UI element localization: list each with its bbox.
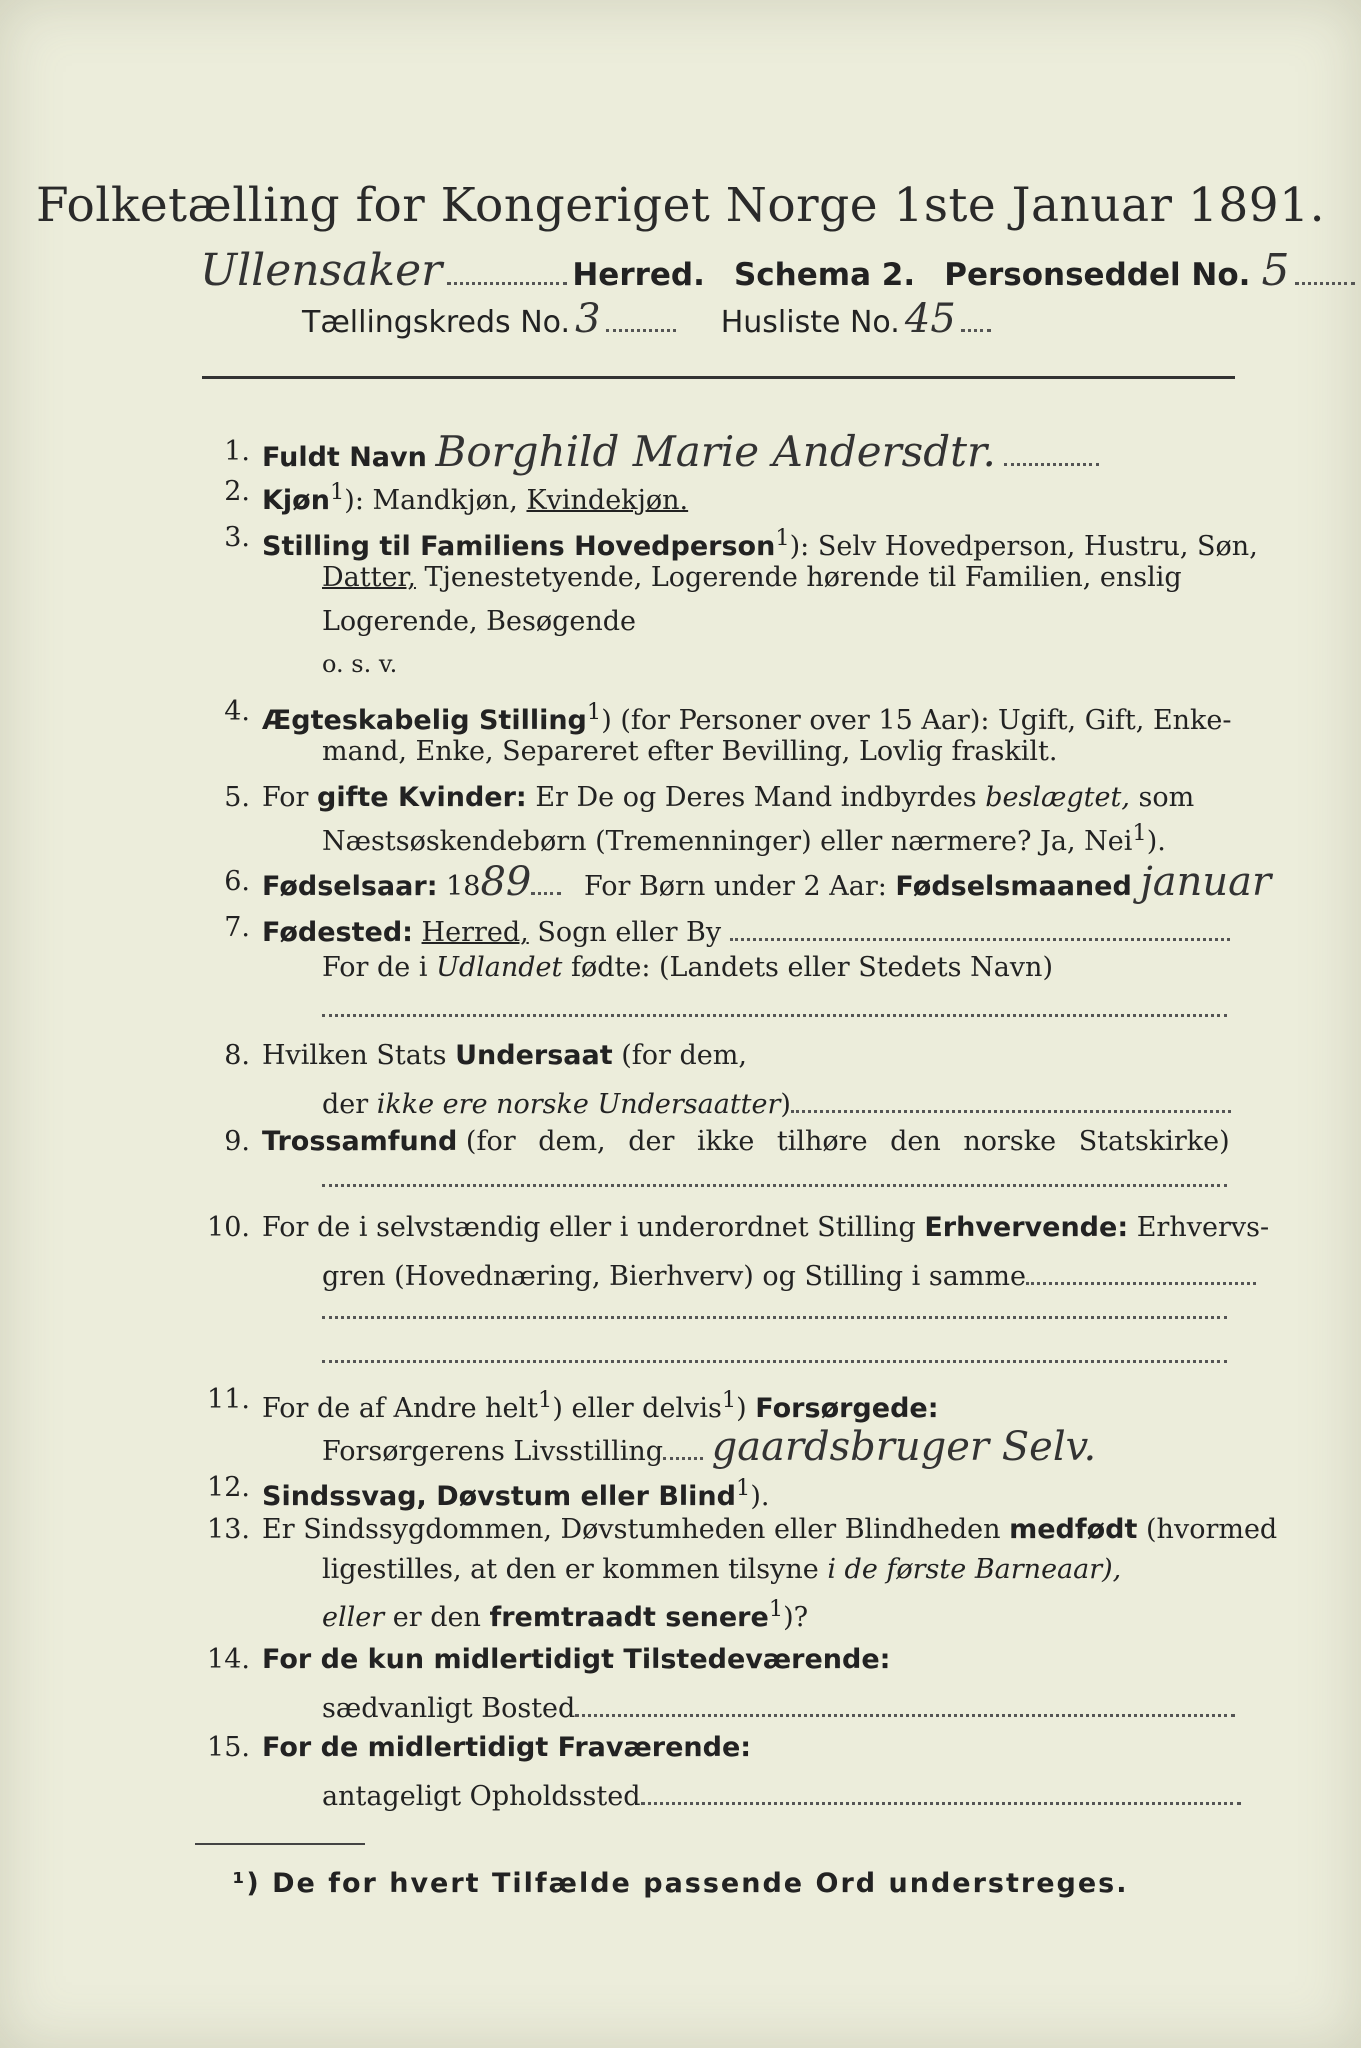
item-text: beslægtet,	[985, 782, 1130, 813]
selected-position: Datter,	[322, 562, 416, 593]
item-text: eller	[322, 1602, 385, 1633]
item-text: For de i	[322, 952, 428, 983]
footnote-mark: ¹)	[232, 1868, 261, 1899]
item-13-line-2	[322, 1554, 1121, 1585]
provider-occupation-value: gaardsbruger Selv.	[711, 1424, 1097, 1470]
selected-birthplace: Herred,	[421, 917, 529, 948]
item-label: fremtraadt senere	[489, 1602, 769, 1633]
item-3-line-3: Logerende, Besøgende	[322, 606, 636, 637]
item-label: For de kun midlertidigt Tilstedeværende:	[262, 1644, 891, 1675]
item-10-line-2	[322, 1252, 1256, 1292]
item-text: Tjenestetyende, Logerende hørende til Familien, enslig	[424, 562, 1182, 593]
item-number: 12.	[207, 1472, 250, 1503]
footnote-rule	[195, 1843, 365, 1845]
footnote-text: De for hvert Tilfælde passende Ord understreges.	[272, 1868, 1129, 1899]
item-text: i de første Barneaar),	[827, 1554, 1122, 1585]
item-text: Udlandet	[436, 952, 563, 983]
item-text: Næstsøskendebørn (Tremenninger) eller nærmere? Ja, Nei	[322, 826, 1133, 857]
item-text: (for dem,	[621, 1040, 747, 1071]
item-text: antageligt Opholdssted	[322, 1781, 641, 1812]
item-label: Fødselsaar:	[262, 871, 438, 902]
item-text: Sogn eller By	[537, 917, 722, 948]
herred-value: Ullensaker	[200, 245, 443, 296]
item-8-line-2: der ikke ere norske Undersaatter)	[322, 1080, 1231, 1120]
item-label: Sindssvag, Døvstum eller Blind	[262, 1481, 736, 1512]
fill-line	[322, 1184, 1227, 1187]
item-text: ) (for Personer over 15 Aar): Ugift, Gift, Enke-	[601, 705, 1232, 736]
item-label: Undersaat	[455, 1040, 613, 1071]
item-4-line-2: mand, Enke, Separeret efter Bevilling, Lovlig fraskilt.	[322, 736, 1058, 767]
item-text: Erhvervs-	[1136, 1212, 1270, 1243]
full-name-value: Borghild Marie Andersdtr.	[435, 427, 996, 476]
item-number: 15.	[207, 1732, 250, 1763]
item-number: 3.	[224, 522, 250, 553]
item-7-line-2	[322, 952, 1053, 983]
item-text: Hvilken Stats	[262, 1040, 447, 1071]
item-text: For	[262, 782, 309, 813]
item-text: (for dem, der ikke tilhøre den norske Statskirke)	[465, 1126, 1230, 1157]
item-text: fødte: (Landets eller Stedets Navn)	[570, 952, 1053, 983]
item-text: der	[322, 1089, 369, 1120]
item-text: som	[1138, 782, 1195, 813]
footnote	[0, 1868, 1361, 1899]
item-text: ligestilles, at den er kommen tilsyne	[322, 1554, 819, 1585]
item-3-line-4: o. s. v.	[322, 650, 398, 678]
item-text: sædvanligt Bosted	[322, 1693, 576, 1724]
item-label: Fuldt Navn	[262, 442, 427, 473]
item-label: Erhvervende:	[924, 1212, 1129, 1243]
husliste-label: Husliste No.	[720, 305, 900, 340]
item-15-line-2	[322, 1772, 1241, 1812]
item-number: 11.	[207, 1384, 250, 1415]
item-label: Fødested:	[262, 917, 413, 948]
item-text: er den	[392, 1602, 481, 1633]
item-text: ): Mandkjøn,	[344, 485, 518, 516]
selected-gender: Kvindekjøn.	[526, 485, 689, 516]
item-text: ): Selv Hovedperson, Hustru, Søn,	[789, 531, 1258, 562]
kreds-value: 3	[575, 296, 601, 342]
item-number: 14.	[207, 1644, 250, 1675]
item-text: (hvormed	[1146, 1514, 1278, 1545]
item-text: Er Sindssygdommen, Døvstumheden eller Blindheden	[262, 1514, 1001, 1545]
item-number: 13.	[207, 1514, 250, 1545]
herred-line	[200, 245, 1355, 296]
kreds-line	[302, 296, 991, 342]
personseddel-label: Personseddel No.	[944, 257, 1251, 293]
birth-month-value: januar	[1140, 859, 1272, 905]
item-label: Kjøn	[262, 485, 330, 516]
birth-year-value: 89	[480, 859, 532, 905]
item-number: 9.	[224, 1126, 250, 1157]
item-label: gifte Kvinder:	[317, 782, 527, 813]
fill-line	[322, 1360, 1227, 1363]
item-text: Er De og Deres Mand indbyrdes	[535, 782, 977, 813]
birth-year-prefix: 18	[446, 871, 481, 902]
item-number: 8.	[224, 1040, 250, 1071]
item-label: For de midlertidigt Fraværende:	[262, 1732, 752, 1763]
item-label: Stilling til Familiens Hovedperson	[262, 531, 776, 562]
item-number: 4.	[224, 696, 250, 727]
husliste-value: 45	[904, 296, 956, 342]
item-text: For de i selvstændig eller i underordnet Stilling	[262, 1212, 916, 1243]
item-3-line-2	[322, 562, 1182, 593]
item-number: 7.	[224, 912, 250, 943]
item-text: For de af Andre helt	[262, 1393, 539, 1424]
item-label: Forsørgede:	[755, 1393, 939, 1424]
item-label: Fødselsmaaned	[895, 871, 1132, 902]
herred-label: Herred.	[572, 257, 705, 293]
item-11-line-2	[322, 1424, 1096, 1470]
schema-label: Schema 2.	[733, 257, 916, 293]
header-rule	[202, 376, 1235, 379]
item-number: 5.	[224, 782, 250, 813]
item-13-line-3: eller er den fremtraadt senere$^1$)?	[322, 1596, 809, 1633]
kreds-label: Tællingskreds No.	[302, 305, 570, 340]
item-label: Trossamfund	[262, 1126, 458, 1157]
personseddel-value: 5	[1261, 245, 1290, 296]
item-text: ) eller delvis	[552, 1393, 722, 1424]
item-14-line-2	[322, 1684, 1235, 1724]
item-text: gren (Hovednæring, Bierhverv) og Stilling i samme	[322, 1261, 1027, 1292]
item-text: For Børn under 2 Aar:	[583, 871, 887, 902]
item-number: 1.	[224, 436, 250, 467]
item-5-line-2: Næstsøskendebørn (Tremenninger) eller nærmere? Ja, Nei$^1$).	[322, 820, 1166, 857]
fill-line	[322, 1014, 1227, 1017]
item-number: 10.	[207, 1212, 250, 1243]
fill-line	[322, 1316, 1227, 1319]
item-label: medfødt	[1009, 1514, 1138, 1545]
item-number: 2.	[224, 476, 250, 507]
form-title: Folketælling for Kongeriget Norge 1ste Januar 1891.	[35, 178, 1326, 233]
item-text: ikke ere norske Undersaatter	[376, 1089, 781, 1120]
item-text: Forsørgerens Livsstilling	[322, 1436, 664, 1467]
item-number: 6.	[224, 866, 250, 897]
item-label: Ægteskabelig Stilling	[262, 705, 587, 736]
census-form-page: Folketælling for Kongeriget Norge 1ste Januar 1891. Ullensaker Herred. Schema 2. Personseddel No. 5 Tællingskreds No. 3 Husliste No. 45 1. Fuldt Navn Borghild Marie Andersdtr. 2. Kjøn$^1$): Mandkjøn, Kvindekjøn. 3. Stilling til Familiens Hovedperson$^1$): Selv Hovedperson, Hustru, Søn, Datter, Tjenestetyende, Logerende hørende til Familien, enslig Logerende, Besøgende o. s. v. 4. Ægteskabelig Stilling$^1$) (for Personer over 15 Aar): Ugift, Gift, Enke- mand, Enke, Separeret efter Bevilling, Lovlig fraskilt. 5. For gifte Kvinder: Er De og Deres Mand indbyrdes beslægtet, som Næstsøskendebørn (Tremenninger) eller nærmere? Ja, Nei$^1$). 6. Fødselsaar: 1889 For Børn under 2 Aar: Fødselsmaaned januar 7. Fødested: Herred, Sogn eller By For de i Udlandet fødte: (Landets eller Stedets Navn) 8. Hvilken Stats Undersaat (for dem, der ikke ere norske Undersaatter) 9. Trossamfund (for dem, der ikke tilhøre den norske Statskirke) 10. For de i selvstændig eller i underordnet Stilling Erhvervende: Erhvervs- gren (Hovednæring, Bierhverv) og Stilling i samme 11. For de af Andre helt$^1$) eller delvis$^1$) Forsørgede: Forsørgerens Livsstilling gaardsbruger Selv. 12. Sindssvag, Døvstum eller Blind$^1$). 13. Er Sindssygdommen, Døvstumheden eller Blindheden medfødt (hvormed ligestilles, at den er kommen tilsyne i de første Barneaar), eller er den fremtraadt senere$^1$)? 14. For de kun midlertidigt Tilstedeværende: sædvanligt Bosted 15. For de midlertidigt Fraværende: antageligt Opholdssted ¹) De for hvert Tilfælde passende Ord understreges.	[0, 0, 1361, 2048]
